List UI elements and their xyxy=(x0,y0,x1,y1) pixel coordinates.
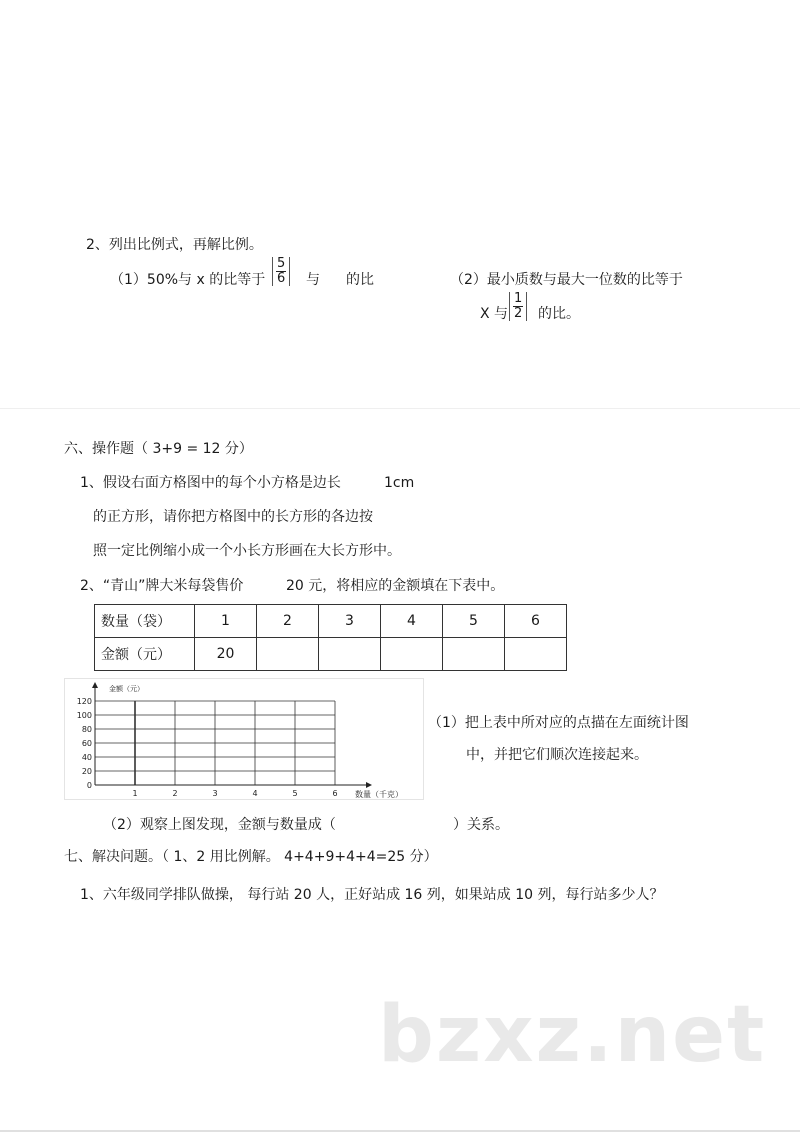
sec6-q1-line3: 照一定比例缩小成一个小长方形画在大长方形中。 xyxy=(93,543,401,559)
y-tick-label: 120 xyxy=(76,697,92,706)
sec6-q2-line-b: 20 元，将相应的金额填在下表中。 xyxy=(286,578,505,594)
fraction-numerator: 5 xyxy=(277,256,286,271)
y-tick-label: 100 xyxy=(76,711,92,720)
x-tick-label: 2 xyxy=(172,789,178,798)
table-cell: 5 xyxy=(443,605,505,638)
page-divider xyxy=(0,408,800,409)
table-cell xyxy=(443,638,505,671)
fraction-denominator: 2 xyxy=(514,306,523,321)
x-tick-label: 4 xyxy=(252,789,258,798)
chart-axes xyxy=(95,685,369,785)
table-cell xyxy=(381,638,443,671)
price-table xyxy=(94,604,567,671)
table-row-header: 金额（元） xyxy=(95,638,195,671)
page-bottom-line xyxy=(0,1130,800,1132)
x-axis-label: 数量（千克） xyxy=(355,790,403,799)
sec6-q2-part2-b: ）关系。 xyxy=(453,817,509,833)
y-tick-label: 80 xyxy=(81,725,92,734)
y-axis-label: 金额（元） xyxy=(109,685,144,693)
table-cell: 20 xyxy=(195,638,257,671)
table-cell: 2 xyxy=(257,605,319,638)
section6-heading: 六、操作题（ 3+9 = 12 分） xyxy=(64,441,253,457)
sec6-q2-line-a: 2、“青山”牌大米每袋售价 xyxy=(80,578,244,594)
sec6-q1-line1b: 1cm xyxy=(384,475,415,491)
x-tick-label: 1 xyxy=(132,789,138,798)
x-tick-label: 3 xyxy=(212,789,218,798)
table-cell: 4 xyxy=(381,605,443,638)
y-tick-label: 20 xyxy=(81,767,92,776)
table-cell: 1 xyxy=(195,605,257,638)
x-tick-label: 5 xyxy=(292,789,298,798)
sec6-q2-part2-a: （2）观察上图发现，金额与数量成（ xyxy=(103,817,336,833)
chart-frame xyxy=(64,678,424,800)
q2-part1-fraction xyxy=(272,257,290,286)
q2-part2-line1: （2）最小质数与最大一位数的比等于 xyxy=(450,272,683,288)
table-cell: 6 xyxy=(505,605,567,638)
table-row-header: 数量（袋） xyxy=(95,605,195,638)
table-cell xyxy=(319,638,381,671)
table-row xyxy=(95,638,567,671)
table-cell: 3 xyxy=(319,605,381,638)
sec6-q1-line2: 的正方形，请你把方格图中的长方形的各边按 xyxy=(93,509,373,525)
table-cell xyxy=(505,638,567,671)
y-tick-label: 40 xyxy=(81,753,92,762)
watermark-logo: bzxz.net xyxy=(378,990,767,1080)
q2-part2-fraction xyxy=(509,292,527,321)
y-tick-label: 60 xyxy=(81,739,92,748)
table-cell xyxy=(257,638,319,671)
table-row xyxy=(95,605,567,638)
q2-part1-suffix: 的比 xyxy=(346,272,374,288)
sec6-q1-line1a: 1、假设右面方格图中的每个小方格是边长 xyxy=(80,475,341,491)
chart-ticks xyxy=(77,697,338,798)
fraction-denominator: 6 xyxy=(277,271,286,286)
section7-heading: 七、解决问题。（ 1、2 用比例解。 4+4+9+4+4=25 分） xyxy=(64,849,438,865)
q2-part1-mid: 与 xyxy=(306,272,320,288)
q2-part2-prefix: X 与 xyxy=(480,306,509,322)
q2-part2-suffix: 的比。 xyxy=(538,306,580,322)
q2-part1-prefix: （1）50%与 x 的比等于 xyxy=(110,272,266,288)
sec6-side-line2: 中，并把它们顺次连接起来。 xyxy=(466,747,648,763)
q2-heading: 2、列出比例式，再解比例。 xyxy=(86,237,263,253)
x-tick-label: 6 xyxy=(332,789,338,798)
y-tick-label: 0 xyxy=(86,781,92,790)
chart-grid xyxy=(95,701,335,785)
grid-chart xyxy=(65,679,423,799)
sec7-q1: 1、六年级同学排队做操， 每行站 20 人，正好站成 16 列，如果站成 10 列，每行站多少人？ xyxy=(80,887,664,903)
sec6-side-line1: （1）把上表中所对应的点描在左面统计图 xyxy=(428,715,689,731)
fraction-numerator: 1 xyxy=(514,291,523,306)
